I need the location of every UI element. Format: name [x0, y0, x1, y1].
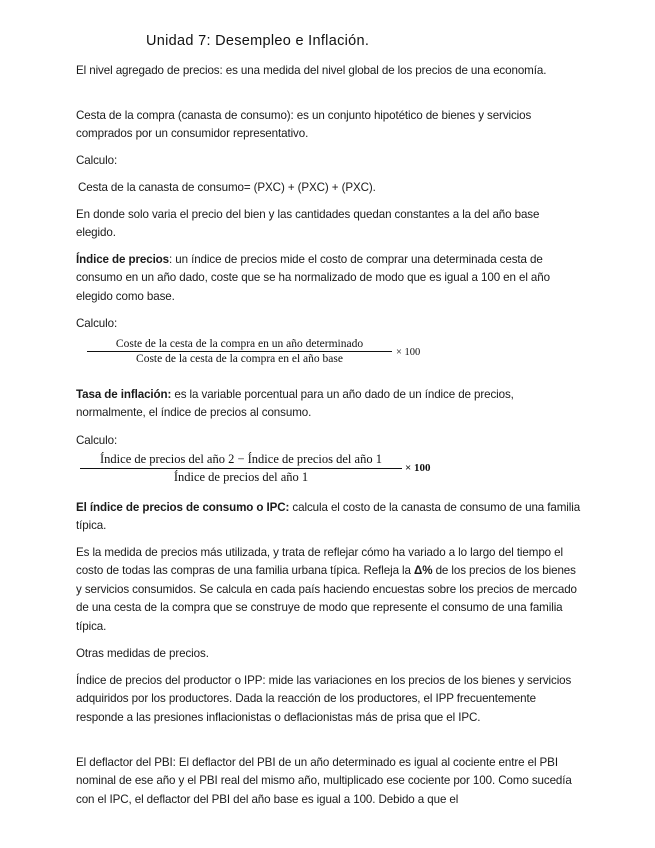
formula-indice-denominator: Coste de la cesta de la compra en el año base: [136, 353, 343, 365]
formula-indice-multiplier: × 100: [396, 347, 421, 358]
calc-label-2: Calculo:: [76, 317, 118, 330]
formula-tasa-numerator: Índice de precios del año 2 − Índice de precios del año 1: [80, 452, 402, 469]
indice-definition: : un índice de precios mide el costo de comprar una determinada cesta de consumo en un año dado, coste que se ha normalizado de modo que es igual a 100 en el año elegido como base.: [76, 253, 550, 303]
section-otras-medidas: Otras medidas de precios.: [76, 647, 209, 660]
formula-cesta: Cesta de la canasta de consumo= (PXC) + (PXC) + (PXC).: [78, 181, 376, 194]
paragraph-indice-precios: [76, 251, 581, 306]
calc-label-1: Calculo:: [76, 154, 118, 167]
term-ipc: El índice de precios de consumo o IPC:: [76, 501, 290, 514]
tasa-definition: es la variable porcentual para un año dado de un índice de precios, normalmente, el índice de precios al consumo.: [76, 388, 514, 420]
formula-tasa-inflacion: [80, 452, 431, 485]
formula-indice-precios: [87, 338, 421, 365]
paragraph-tasa-inflacion: [76, 386, 581, 423]
term-indice-precios: Índice de precios: [76, 253, 170, 266]
paragraph-precio-varia: En donde solo varia el precio del bien y las cantidades quedan constantes a la del año base elegido.: [76, 208, 540, 240]
paragraph-ipc-detalle: [76, 544, 581, 636]
ipc-detalle-before: Es la medida de precios más utilizada, y trata de reflejar cómo ha variado a lo largo del tiempo el costo de todas las compras de una familia urbana típica. Refleja la: [76, 546, 563, 578]
formula-tasa-denominator: Índice de precios del año 1: [173, 470, 309, 484]
delta-percent-symbol: Δ%: [414, 564, 433, 578]
paragraph-nivel-agregado: El nivel agregado de precios: es una medida del nivel global de los precios de una economía.: [76, 64, 547, 77]
paragraph-ipc: [76, 499, 581, 536]
paragraph-cesta-compra: Cesta de la compra (canasta de consumo): es un conjunto hipotético de bienes y servicios comprados por un consumidor representativo.: [76, 109, 532, 141]
ipc-definition: calcula el costo de la canasta de consumo de una familia típica.: [76, 501, 581, 533]
formula-indice-numerator: Coste de la cesta de la compra en un año determinado: [87, 338, 392, 352]
term-tasa-inflacion: Tasa de inflación:: [76, 388, 172, 401]
document-title: Unidad 7: Desempleo e Inflación.: [146, 33, 370, 49]
paragraph-ipp: Índice de precios del productor o IPP: mide las variaciones en los precios de los bienes y servicios adquiridos por los productores. Dada la reacción de los productores, el IPP frecuentemente responde a las presiones inflacionistas o deflacionistas más de prisa que el IPC.: [76, 674, 572, 724]
calc-label-3: Calculo:: [76, 434, 118, 447]
paragraph-deflactor-pbi: El deflactor del PBI: El deflactor del PBI de un año determinado es igual al cociente entre el PBI nominal de ese año y el PBI real del mismo año, multiplicado ese cociente por 100. Como sucedía con el IPC, el deflactor del PBI del año base es igual a 100. Debido a que el: [76, 756, 572, 806]
formula-tasa-multiplier: × 100: [405, 462, 431, 474]
ipc-detalle-after: de los precios de los bienes y servicios consumidos. Se calcula en cada país haciendo encuestas sobre los precios de mercado de una cesta de la compra que se construye de modo que represente el consumo de una familia típica.: [76, 564, 577, 633]
